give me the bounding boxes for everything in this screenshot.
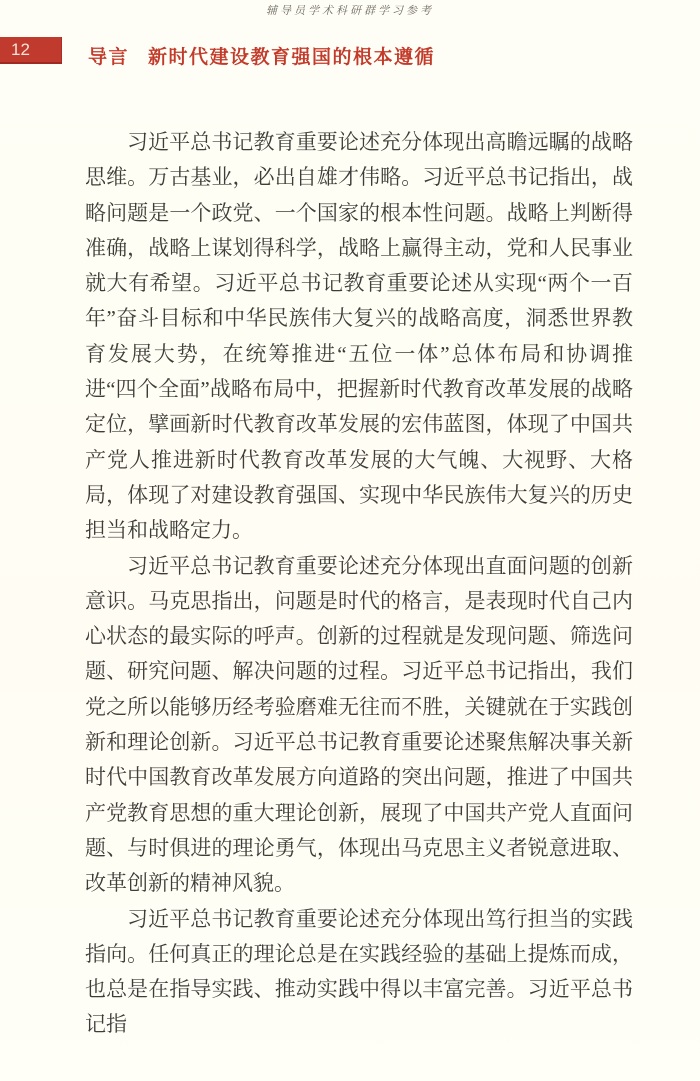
page-number: 12 [11, 40, 30, 59]
body-paragraph: 习近平总书记教育重要论述充分体现出笃行担当的实践指向。任何真正的理论总是在实践经验的基础上提炼而成，也总是在指导实践、推动实践中得以丰富完善。习近平总书记指 [85, 906, 633, 1037]
chapter-title: 新时代建设教育强国的根本遵循 [148, 47, 436, 68]
body-paragraph: 习近平总书记教育重要论述充分体现出高瞻远瞩的战略思维。万古基业，必出自雄才伟略。习近平总书记指出，战略问题是一个政党、一个国家的根本性问题。战略上判断得准确，战略上谋划得科学，战略上赢得主动，党和人民事业就大有希望。习近平总书记教育重要论述从实现“两个一百年”奋斗目标和中华民族伟大复兴的战略高度，洞悉世界教育发展大势，在统筹推进“五位一体”总体布局和协调推进“四个全面”战略布局中，把握新时代教育改革发展的战略定位，擘画新时代教育改革发展的宏伟蓝图，体现了中国共产党人推进新时代教育改革发展的大气魄、大视野、大格局，体现了对建设教育强国、实现中华民族伟大复兴的历史担当和战略定力。 [85, 130, 633, 543]
page-number-badge [0, 37, 62, 64]
running-head-note: 辅导员学术科研群学习参考 [266, 5, 434, 17]
chapter-header [88, 42, 435, 69]
section-label: 导言 [88, 47, 130, 68]
body-paragraph: 习近平总书记教育重要论述充分体现出直面问题的创新意识。马克思指出，问题是时代的格言，是表现时代自己内心状态的最实际的呼声。创新的过程就是发现问题、筛选问题、研究问题、解决问题的过程。习近平总书记指出，我们党之所以能够历经考验磨难无往而不胜，关键就在于实践创新和理论创新。习近平总书记教育重要论述聚焦解决事关新时代中国教育改革发展方向道路的突出问题，推进了中国共产党教育思想的重大理论创新，展现了中国共产党人直面问题、与时俱进的理论勇气，体现出马克思主义者锐意进取、改革创新的精神风貌。 [85, 553, 633, 896]
body-text-block [85, 125, 633, 1043]
